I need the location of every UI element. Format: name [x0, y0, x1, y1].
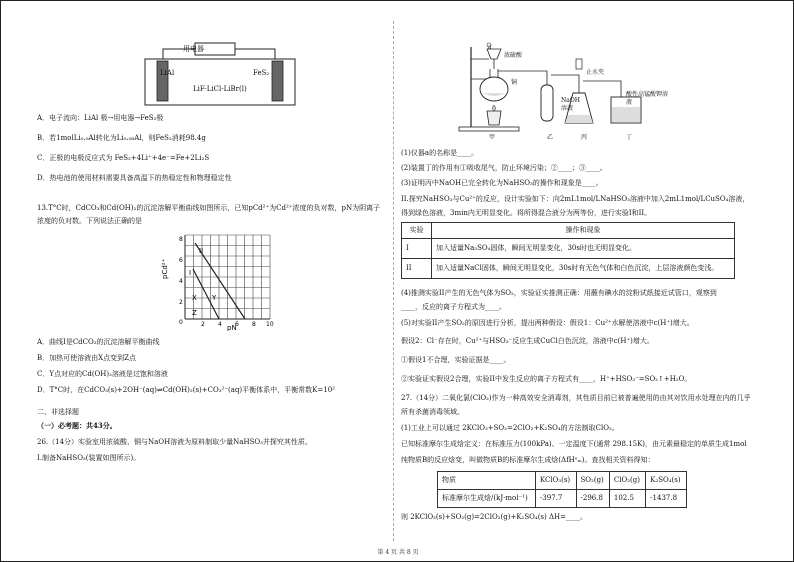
y-tick-8: 8 [179, 236, 183, 243]
experiment-table [401, 222, 735, 279]
q27-definition-line1: 已知标准摩尔生成焓定义：在标准压力(100kPa)、一定温度下(通常 298.15K)，由元素最稳定的单质生成1mol [401, 440, 747, 448]
label-pinch: 止水夹 [586, 69, 605, 76]
electrolyte-label: LiF-LiCl-LiBr(l) [193, 85, 247, 93]
table-row2-op: 加入适量NaCl固体，瞬间无明显变化，30s时有无色气体和白色沉淀，上层溶液颜色变浅。 [432, 259, 735, 279]
q27-question-end: 则 2KClO₃(s)+SO₂(g)=2ClO₂(g)+K₂SO₄(s) ΔH=____。 [401, 513, 588, 521]
enthalpy-header-k2so4: K₂SO₄(s) [646, 472, 687, 490]
x-axis-label: pN [227, 324, 237, 331]
curve-i-label: I [189, 269, 192, 277]
q27-q1: (1)工业上可以通过 2KClO₃+SO₂=2ClO₂+K₂SO₄的方法制取ClO₂。 [401, 424, 619, 432]
y-axis-label: pCd²⁺ [161, 258, 169, 279]
q13-option-c: C．Y点对应的Cd(OH)₂溶液是过饱和溶液 [37, 370, 168, 378]
q13-option-a: A．曲线I是CdCO₃的沉淀溶解平衡曲线 [37, 338, 160, 346]
flask [480, 77, 508, 101]
q26-q2: (2)装置丁的作用有①吸收尾气，防止环境污染；②____；③____。 [401, 164, 607, 172]
q26-part2-line2: 得到绿色溶液，3min内无明显变化。将所得混合液分为两等份，进行实验I和II。 [401, 209, 652, 217]
table-header-op: 操作和现象 [432, 223, 735, 239]
q12-option-d: D．热电池的使用材料需要具备高温下的热稳定性和物理稳定性 [37, 174, 232, 182]
q26-stem: 26.（14分）实验室用浓硫酸、铜与NaOH溶液为原料制取少量NaHSO₃并探究其性质。 [37, 438, 312, 446]
point-z-label: Z [192, 309, 197, 317]
q27-stem-line2: 所有杀菌消毒领域。 [401, 408, 464, 416]
x-tick-4: 4 [218, 321, 222, 328]
q13-graph [155, 229, 280, 331]
q12-option-b: B．若1molLi₀.₀Al转化为Li₀.₀₈Al，则FeS₂消耗98.4g [37, 134, 206, 142]
q26-q3: (3)证明丙中NaOH已完全转化为NaHSO₃的操作和现象是____。 [401, 179, 603, 187]
q27-definition-line2: 纯物质B的反应焓变，叫做物质B的标准摩尔生成焓(ΔfHᵒₘ)。查找相关资料得知： [401, 456, 655, 464]
label-copper: 铜 [511, 79, 518, 86]
q26-q5: (5)对实验II产生SO₂的原因进行分析，提出两种假设：假设1：Cu²⁺水解使溶液中c(H⁺)增大。 [401, 319, 694, 327]
curve-ii-label: II [199, 247, 204, 255]
x-tick-10: 10 [266, 321, 274, 328]
enthalpy-value-so2: -296.8 [576, 490, 609, 508]
page-footer: 第 4 页 共 8 页 [377, 549, 419, 556]
alcohol-lamp [487, 111, 501, 125]
point-x-label: X [192, 294, 197, 302]
enthalpy-value-k2so4: -1437.8 [646, 490, 687, 508]
x-tick-6: 6 [235, 321, 239, 328]
q26-part1: I.制备NaHSO₃(装置如图所示)。 [37, 454, 141, 462]
q26-q5-part2: ②实验证实假设2合理，实验II中发生反应的离子方程式有____，H⁺+HSO₃⁻=SO₂↑+H₂O。 [401, 375, 692, 383]
q13-stem-line1: 13.T°C时，CdCO₃和Cd(OH)₂的沉淀溶解平衡曲线如图所示，已知pCd²⁺为Cd²⁺浓度的负对数，pN为阴离子 [37, 204, 381, 212]
column-divider [393, 21, 394, 541]
q26-q4-line2: ____，反应的离子方程式为____。 [401, 303, 506, 311]
label-jia: 甲 [489, 134, 496, 141]
point-y-label: Y [212, 294, 217, 302]
q26-q5-hypothesis2: 假设2：Cl⁻存在时，Cu²⁺与HSO₃⁻反应生成CuCl白色沉淀，溶液中c(H⁺)增大。 [401, 337, 654, 345]
section2-subtitle: （一）必考题：共43分。 [37, 421, 117, 430]
origin-label: 0 [179, 319, 183, 326]
y-tick-2: 2 [179, 299, 183, 306]
label-kmno4: 酸性高锰酸钾溶液 [626, 91, 669, 106]
table-row1-op: 加入适量Na₂SO₄固体，瞬间无明显变化，30s时也无明显变化。 [432, 239, 735, 259]
q26-q4-line1: (4)推测实验II产生的无色气体为SO₂，实验证实推测正确：用蘸有碘水的淀粉试纸接近试管口，观察到 [401, 289, 717, 297]
q12-option-c: C．正极的电极反应式为 FeS₂+4Li⁺+4e⁻=Fe+2Li₂S [37, 154, 210, 162]
q13-stem-line2: 浓度的负对数。下列说法正确的是 [37, 217, 142, 225]
enthalpy-header-substance: 物质 [438, 472, 536, 490]
test-tube-yi [541, 85, 553, 121]
label-conc-acid: 浓硫酸 [504, 52, 523, 59]
q26-part2-line1: II.探究NaHSO₃与Cu²⁺的反应，设计实验如下：向2mL1mol/LNaHSO₃溶液中加入2mL1mol/LCuSO₄溶液， [401, 195, 750, 203]
device-label: 用电器 [183, 45, 204, 53]
q26-q1: (1)仪器a的名称是____。 [401, 149, 479, 157]
q27-stem-line1: 27.（14分）二氧化氯(ClO₂)作为一种高效安全消毒剂，其性质目前已被普遍使用的由其对饮用水处理在内的几乎 [401, 394, 751, 402]
y-tick-4: 4 [179, 278, 183, 285]
q13-option-d: D．T°C时，在CdCO₃(s)+2OH⁻(aq)⇌Cd(OH)₂(s)+CO₃²⁻(aq)平衡体系中，平衡常数K=10² [37, 386, 335, 394]
table-header-exp: 实验 [402, 223, 432, 239]
q12-option-a: A．电子流向：LiAl 极→用电器→FeS₂极 [37, 114, 164, 122]
label-naoh: NaOH 溶液 [561, 97, 580, 112]
left-electrode-label: LiAl [160, 69, 175, 77]
enthalpy-value-kclo3: -397.7 [535, 490, 576, 508]
label-bing: 丙 [581, 134, 588, 141]
q13-option-b: B．加热可使溶液由X点变到Z点 [37, 354, 136, 362]
enthalpy-header-kclo3: KClO₃(s) [535, 472, 576, 490]
label-a: a [488, 44, 492, 51]
left-electrode [157, 61, 168, 101]
enthalpy-header-clo2: ClO₂(g) [609, 472, 645, 490]
section2-title: 二、非选择题 [37, 408, 79, 416]
y-tick-6: 6 [179, 257, 183, 264]
q26-q5-part1: ①假设1不合理，实验证据是____。 [401, 356, 511, 364]
right-electrode [272, 61, 283, 101]
table-row1-exp: I [402, 239, 432, 259]
right-electrode-label: FeS₂ [253, 69, 270, 77]
apparatus-diagram [451, 35, 691, 143]
table-row2-exp: II [402, 259, 432, 279]
x-tick-8: 8 [252, 321, 256, 328]
label-yi: 乙 [547, 134, 554, 141]
x-tick-2: 2 [201, 321, 205, 328]
label-ding: 丁 [626, 134, 633, 141]
enthalpy-header-so2: SO₂(g) [576, 472, 609, 490]
enthalpy-table [437, 471, 687, 508]
enthalpy-row-label: 标准摩尔生成焓/(kJ·mol⁻¹) [438, 490, 536, 508]
enthalpy-value-clo2: 102.5 [609, 490, 645, 508]
